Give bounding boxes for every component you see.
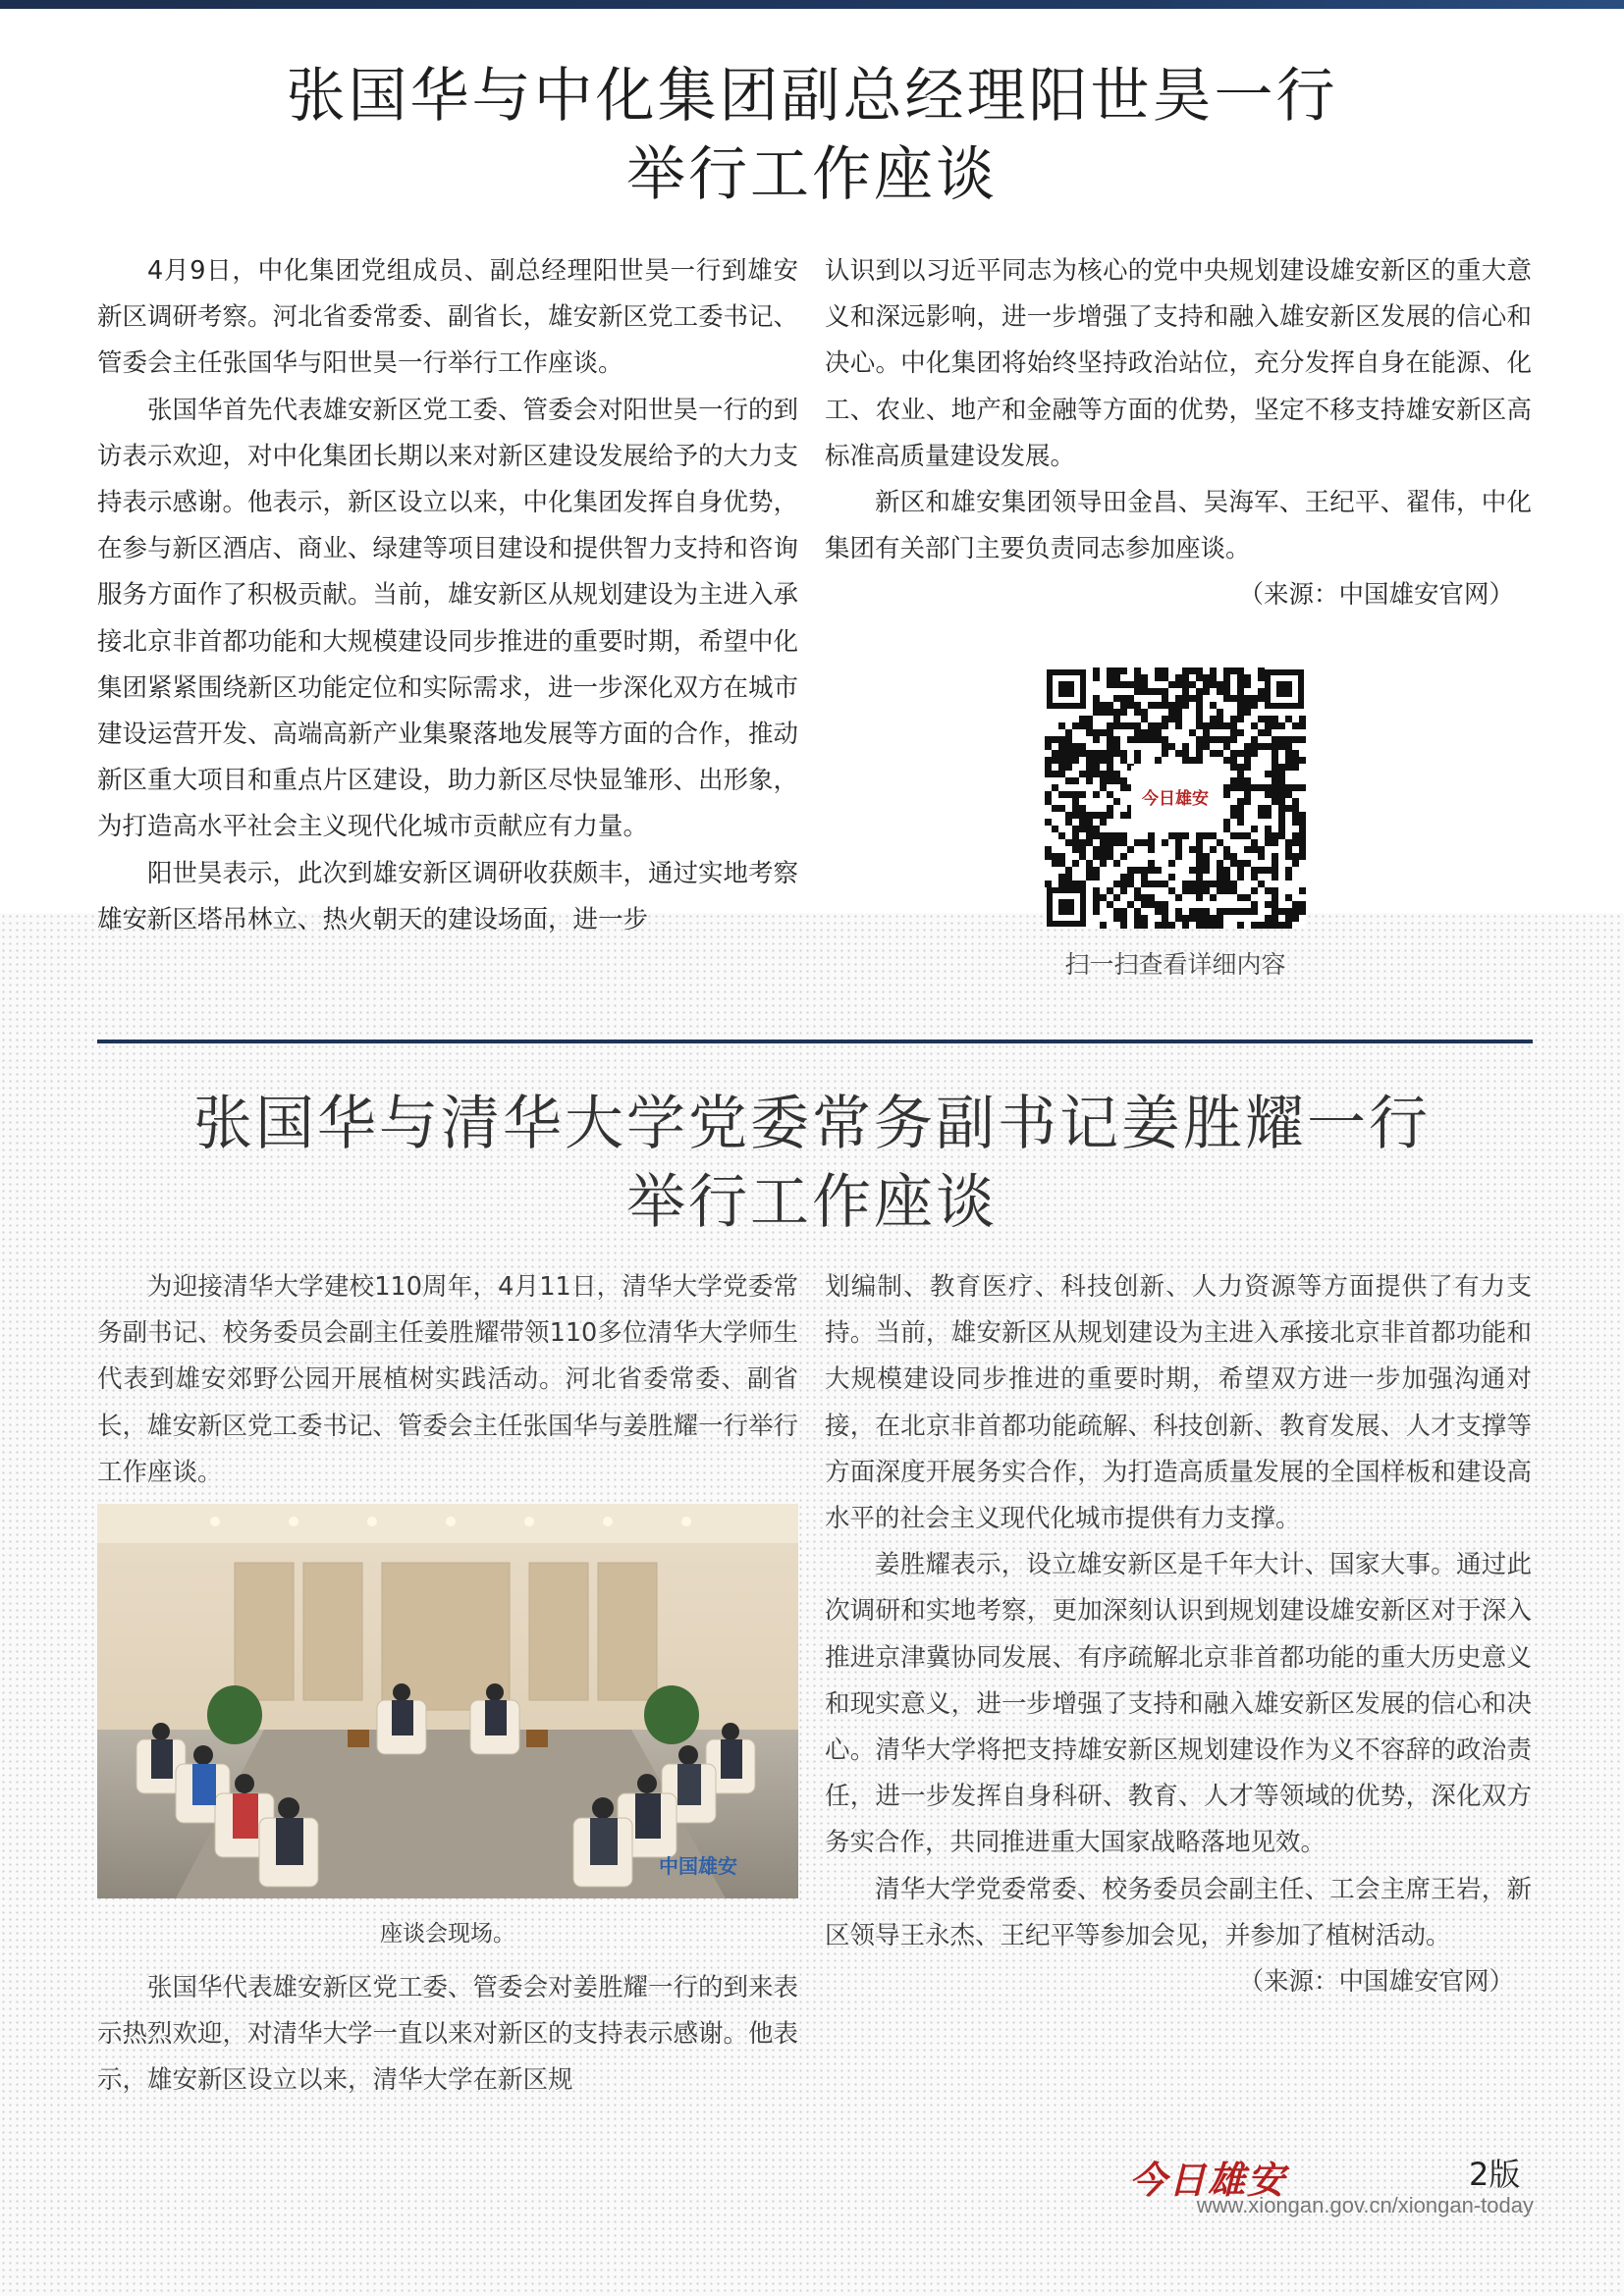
meeting-photo xyxy=(97,1504,798,1898)
qr-logo-text: 今日雄安 xyxy=(1142,789,1209,809)
article2-paragraph: 张国华代表雄安新区党工委、管委会对姜胜耀一行的到来表示热烈欢迎，对清华大学一直以来对新区的支持表示感谢。他表示，雄安新区设立以来，清华大学在新区规 xyxy=(97,1973,799,2096)
meeting-photo-graphic xyxy=(97,1504,798,1898)
article2-left-column-lower xyxy=(97,1965,798,2105)
article2-paragraph: 清华大学党委常委、校务委员会副主任、工会主席王岩，新区领导王永杰、王纪平等参加会见，并参加了植树活动。 xyxy=(825,1874,1532,1950)
article1-paragraph: 4月9日，中化集团党组成员、副总经理阳世昊一行到雄安新区调研考察。河北省委常委、副省长，雄安新区党工委书记、管委会主任张国华与阳世昊一行举行工作座谈。 xyxy=(97,256,799,379)
article2-left-column xyxy=(97,1264,798,1496)
article2-paragraph: 划编制、教育医疗、科技创新、人力资源等方面提供了有力支持。当前，雄安新区从规划建设为主进入承接北京非首都功能和大规模建设同步推进的重要时期，希望双方进一步加强沟通对接，在北京非首都功能疏解、科技创新、教育发展、人才支撑等方面深度开展务实合作，为打造高质量发展的全国样板和建设高水平的社会主义现代化城市提供有力支撑。 xyxy=(825,1272,1532,1534)
qr-finder-top-left xyxy=(1047,669,1086,709)
footer-brand-logo: 今日雄安 xyxy=(1129,2158,1287,2202)
article1-headline-line1: 张国华与中化集团副总经理阳世昊一行 xyxy=(286,62,1338,131)
article2-headline-line1: 张国华与清华大学党委常务副书记姜胜耀一行 xyxy=(193,1090,1431,1158)
photo-caption: 座谈会现场。 xyxy=(380,1921,515,1947)
article1-headline xyxy=(0,57,1624,214)
article1-headline-line2: 举行工作座谈 xyxy=(626,140,998,209)
article1-paragraph: 新区和雄安集团领导田金昌、吴海军、王纪平、翟伟，中化集团有关部门主要负责同志参加座谈。 xyxy=(825,488,1532,564)
qr-finder-bottom-left xyxy=(1047,887,1086,927)
footer-url[interactable]: www.xiongan.gov.cn/xiongan-today xyxy=(1196,2193,1534,2217)
article2-headline xyxy=(0,1085,1624,1242)
article1-left-column xyxy=(97,248,798,943)
article1-paragraph: 认识到以习近平同志为核心的党中央规划建设雄安新区的重大意义和深远影响，进一步增强了支持和融入雄安新区发展的信心和决心。中化集团将始终坚持政治站位，充分发挥自身在能源、化工、农业、地产和金融等方面的优势，坚定不移支持雄安新区高标准高质量建设发展。 xyxy=(825,256,1532,471)
article1-paragraph: 张国华首先代表雄安新区党工委、管委会对阳世昊一行的到访表示欢迎，对中化集团长期以来对新区建设发展给予的大力支持表示感谢。他表示，新区设立以来，中化集团发挥自身优势，在参与新区酒店、商业、绿建等项目建设和提供智力支持和咨询服务方面作了积极贡献。当前，雄安新区从规划建设为主进入承接北京非首都功能和大规模建设同步推进的重要时期，希望中化集团紧紧围绕新区功能定位和实际需求，进一步深化双方在城市建设运营开发、高端高新产业集聚落地发展等方面的合作，推动新区重大项目和重点片区建设，助力新区尽快显雏形、出形象，为打造高水平社会主义现代化城市贡献应有力量。 xyxy=(97,395,799,842)
qr-code-graphic xyxy=(1045,667,1306,929)
article1-right-column xyxy=(825,248,1532,619)
page-number: 2版 xyxy=(1469,2156,1521,2193)
section-divider xyxy=(97,1040,1533,1043)
article2-right-column xyxy=(825,1264,1532,2005)
article2-headline-line2: 举行工作座谈 xyxy=(626,1168,998,1237)
qr-code[interactable] xyxy=(1045,667,1306,929)
article2-paragraph: 姜胜耀表示，设立雄安新区是千年大计、国家大事。通过此次调研和实地考察，更加深刻认识到规划建设雄安新区对于深入推进京津冀协同发展、有序疏解北京非首都功能的重大历史意义和现实意义，进一步增强了支持和融入雄安新区发展的信心和决心。清华大学将把支持雄安新区规划建设作为义不容辞的政治责任，进一步发挥自身科研、教育、人才等领域的优势，深化双方务实合作，共同推进重大国家战略落地见效。 xyxy=(825,1550,1532,1858)
article1-paragraph: 阳世昊表示，此次到雄安新区调研收获颇丰，通过实地考察雄安新区塔吊林立、热火朝天的建设场面，进一步 xyxy=(97,858,799,934)
article2-source: （来源：中国雄安官网） xyxy=(1238,1967,1514,1998)
article2-paragraph: 为迎接清华大学建校110周年，4月11日，清华大学党委常务副书记、校务委员会副主任姜胜耀带领110多位清华大学师生代表到雄安郊野公园开展植树实践活动。河北省委常委、副省长，雄安新区党工委书记、管委会主任张国华与姜胜耀一行举行工作座谈。 xyxy=(97,1272,799,1487)
photo-watermark: 中国雄安 xyxy=(659,1854,737,1878)
qr-caption: 扫一扫查看详细内容 xyxy=(1064,950,1286,979)
qr-finder-top-right xyxy=(1265,669,1304,709)
top-bar xyxy=(0,0,1624,9)
article1-source: （来源：中国雄安官网） xyxy=(1238,580,1514,611)
